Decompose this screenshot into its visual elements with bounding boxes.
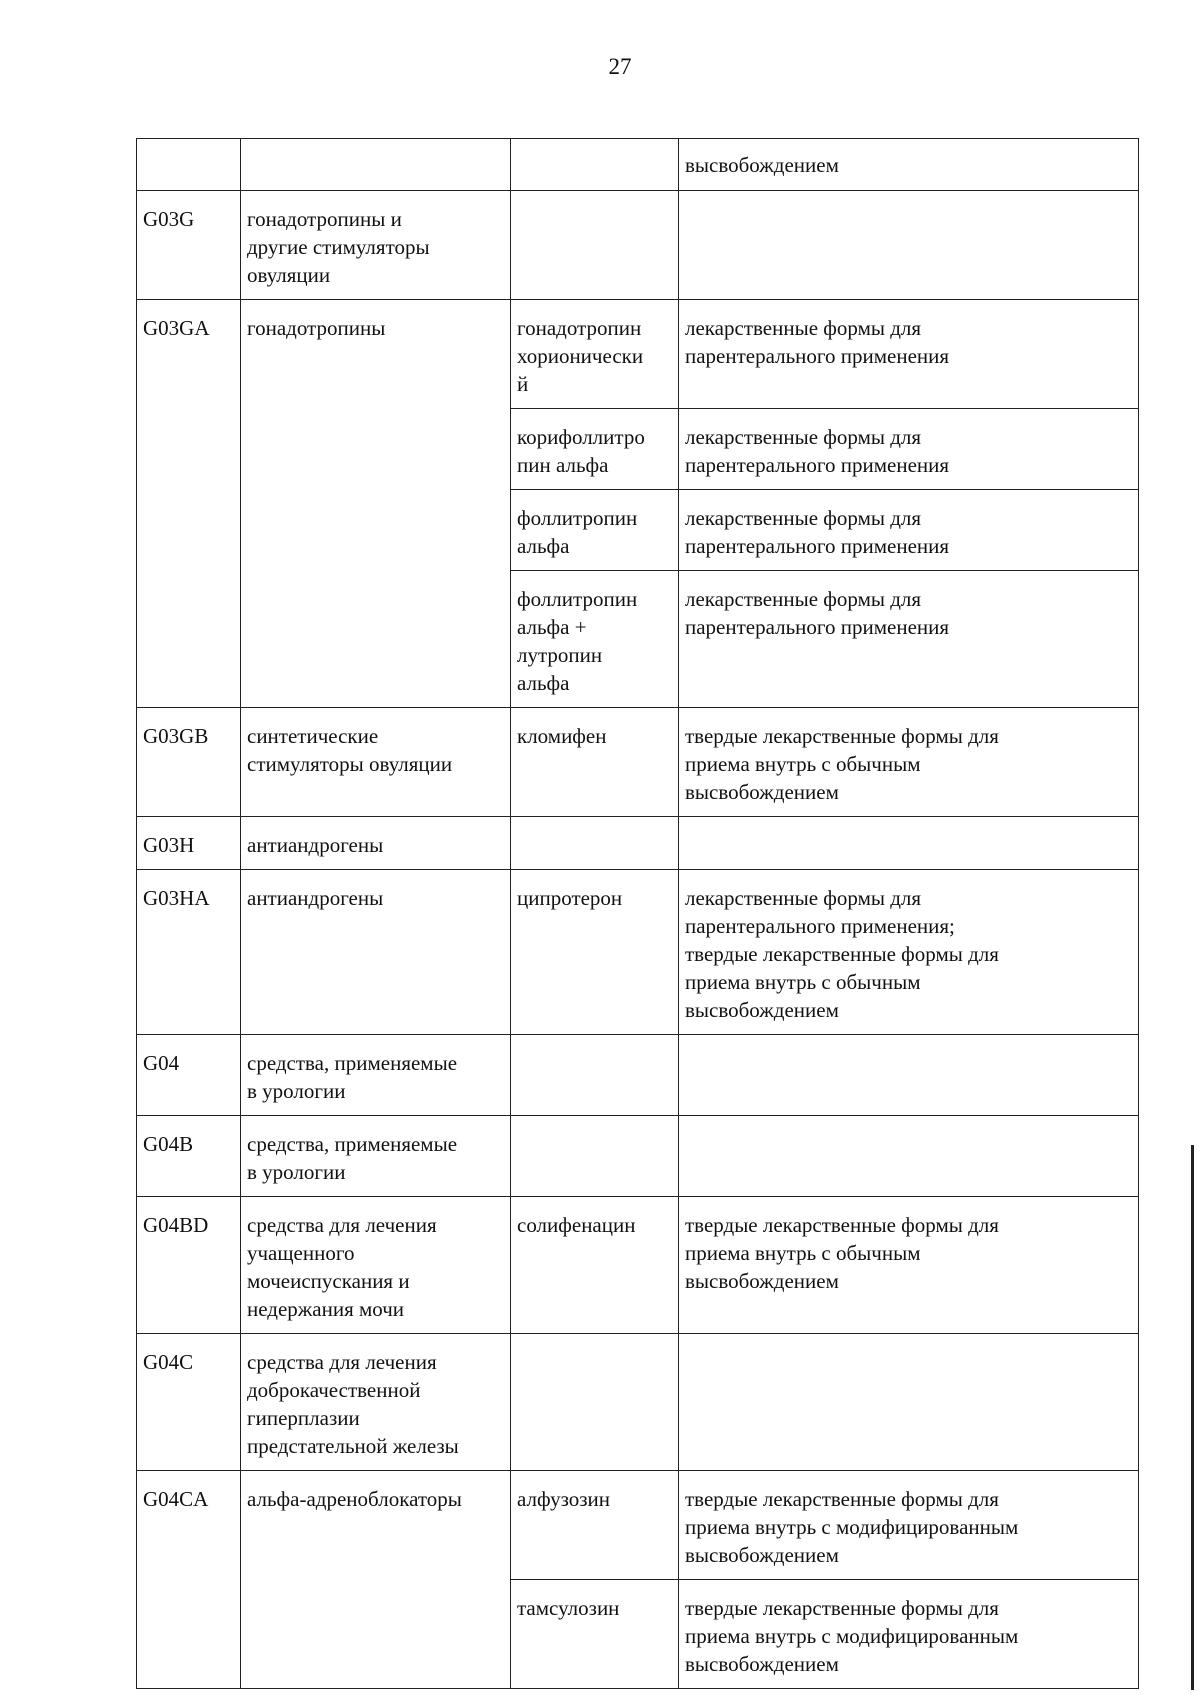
group-name-cell: средства, применяемые в урологии [241, 1116, 511, 1197]
medication-table [136, 138, 1139, 1689]
drug-name-cell: алфузозин [511, 1471, 679, 1580]
drug-name-cell [511, 1334, 679, 1471]
drug-name-cell: фоллитропин альфа + лутропин альфа [511, 571, 679, 708]
dosage-form-cell [679, 1334, 1139, 1471]
dosage-form-cell [679, 817, 1139, 870]
drug-name-cell [511, 1116, 679, 1197]
dosage-form-cell [679, 191, 1139, 300]
atc-code-cell: G03H [137, 817, 241, 870]
group-name-cell: альфа-адреноблокаторы [241, 1471, 511, 1689]
table-row [137, 191, 1139, 300]
dosage-form-cell: твердые лекарственные формы для приема внутрь с модифицированным высвобождением [679, 1580, 1139, 1689]
scan-edge-line [1191, 1145, 1194, 1690]
group-name-cell [241, 139, 511, 191]
page-number: 27 [608, 54, 632, 79]
table-row [137, 1035, 1139, 1116]
drug-name-cell: тамсулозин [511, 1580, 679, 1689]
atc-code-cell: G03HA [137, 870, 241, 1035]
dosage-form-cell: твердые лекарственные формы для приема внутрь с обычным высвобождением [679, 708, 1139, 817]
dosage-form-cell: лекарственные формы для парентерального применения; твердые лекарственные формы для приема внутрь с обычным высвобождением [679, 870, 1139, 1035]
drug-name-cell: корифоллитро пин альфа [511, 409, 679, 490]
drug-name-cell [511, 1035, 679, 1116]
atc-code-cell: G04BD [137, 1197, 241, 1334]
drug-name-cell: солифенацин [511, 1197, 679, 1334]
dosage-form-cell: лекарственные формы для парентерального применения [679, 571, 1139, 708]
atc-code-cell: G04CA [137, 1471, 241, 1689]
table-row [137, 1334, 1139, 1471]
dosage-form-cell: лекарственные формы для парентерального применения [679, 409, 1139, 490]
dosage-form-cell [679, 1116, 1139, 1197]
atc-code-cell: G04C [137, 1334, 241, 1471]
table-row [137, 1471, 1139, 1580]
atc-code-cell [137, 139, 241, 191]
atc-code-cell: G04 [137, 1035, 241, 1116]
drug-name-cell [511, 817, 679, 870]
dosage-form-cell: лекарственные формы для парентерального применения [679, 300, 1139, 409]
table-row [137, 708, 1139, 817]
table-row [137, 139, 1139, 191]
group-name-cell: средства, применяемые в урологии [241, 1035, 511, 1116]
table-row [137, 1197, 1139, 1334]
group-name-cell: синтетические стимуляторы овуляции [241, 708, 511, 817]
dosage-form-cell: высвобождением [679, 139, 1139, 191]
dosage-form-cell: лекарственные формы для парентерального применения [679, 490, 1139, 571]
atc-code-cell: G03GA [137, 300, 241, 708]
group-name-cell: гонадотропины и другие стимуляторы овуляции [241, 191, 511, 300]
drug-name-cell: кломифен [511, 708, 679, 817]
atc-code-cell: G03GB [137, 708, 241, 817]
table-row [137, 1116, 1139, 1197]
dosage-form-cell: твердые лекарственные формы для приема внутрь с модифицированным высвобождением [679, 1471, 1139, 1580]
drug-name-cell: ципротерон [511, 870, 679, 1035]
dosage-form-cell [679, 1035, 1139, 1116]
drug-name-cell: гонадотропин хорионически й [511, 300, 679, 409]
table-row [137, 300, 1139, 409]
table-row [137, 817, 1139, 870]
group-name-cell: антиандрогены [241, 817, 511, 870]
drug-name-cell: фоллитропин альфа [511, 490, 679, 571]
group-name-cell: средства для лечения учащенного мочеиспускания и недержания мочи [241, 1197, 511, 1334]
group-name-cell: средства для лечения доброкачественной гиперплазии предстательной железы [241, 1334, 511, 1471]
dosage-form-cell: твердые лекарственные формы для приема внутрь с обычным высвобождением [679, 1197, 1139, 1334]
atc-code-cell: G03G [137, 191, 241, 300]
group-name-cell: гонадотропины [241, 300, 511, 708]
atc-code-cell: G04B [137, 1116, 241, 1197]
table-row [137, 870, 1139, 1035]
drug-name-cell [511, 139, 679, 191]
group-name-cell: антиандрогены [241, 870, 511, 1035]
drug-name-cell [511, 191, 679, 300]
